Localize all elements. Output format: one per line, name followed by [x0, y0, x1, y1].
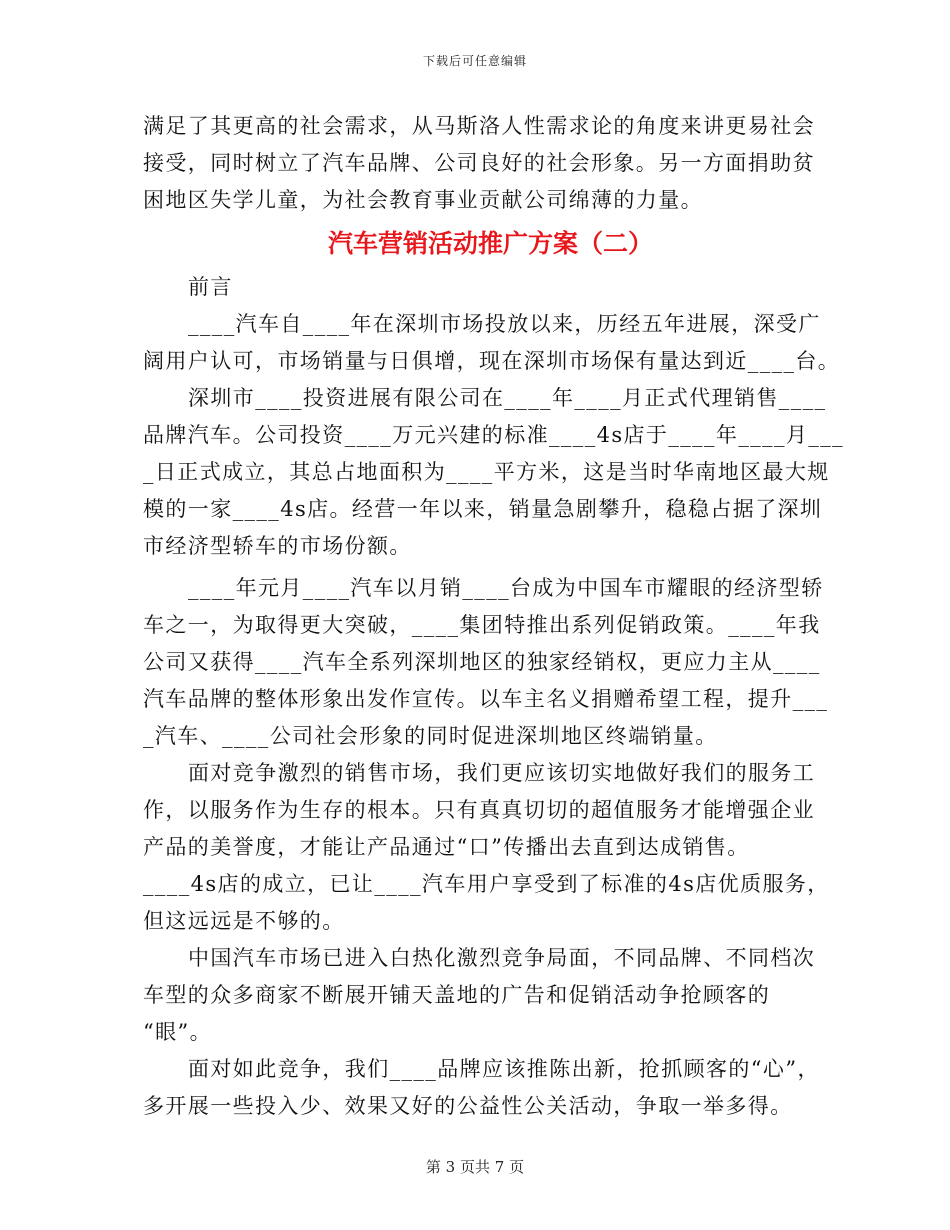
- intro-line: 接受，同时树立了汽车品牌、公司良好的社会形象。另一方面捐助贫: [143, 151, 815, 175]
- paragraph-line: 模的一家____4s店。经营一年以来，销量急剧攀升，稳稳占据了深圳: [143, 497, 823, 521]
- paragraph-line: _日正式成立，其总占地面积为____平方米，这是当时华南地区最大规: [143, 460, 830, 484]
- paragraph-line: ____4s店的成立，已让____汽车用户享受到了标准的4s店优质服务，: [143, 872, 830, 896]
- paragraph-line: 车型的众多商家不断展开铺天盖地的广告和促销活动争抢顾客的: [143, 983, 771, 1007]
- paragraph-line: 多开展一些投入少、效果又好的公益性公关活动，争取一举多得。: [143, 1094, 793, 1118]
- paragraph-line: 面对如此竞争，我们____品牌应该推陈出新，抢抓顾客的“心”，: [188, 1057, 820, 1081]
- paragraph-line: _汽车、____公司社会形象的同时促进深圳地区终端销量。: [143, 724, 718, 748]
- document-body: [143, 108, 845, 1125]
- paragraph-line: 深圳市____投资进展有限公司在____年____月正式代理销售____: [188, 386, 827, 410]
- paragraph-line: 品牌汽车。公司投资____万元兴建的标准____4s店于____年____月___: [143, 423, 845, 447]
- preface-heading: 前言: [188, 275, 233, 299]
- paragraph-line: 阔用户认可，市场销量与日俱增，现在深圳市场保有量达到近____台。: [143, 349, 841, 373]
- page-number: 第 3 页共 7 页: [425, 1158, 525, 1176]
- paragraph-line: 汽车品牌的整体形象出发作宣传。以车主名义捐赠希望工程，提升___: [143, 687, 829, 711]
- paragraph-line: 面对竞争激烈的销售市场，我们更应该切实地做好我们的服务工: [188, 761, 816, 785]
- paragraph-line: ____年元月____汽车以月销____台成为中国车市耀眼的经济型轿: [188, 576, 824, 600]
- section-title: 汽车营销活动推广方案（二）: [327, 229, 653, 258]
- paragraph-line: 车之一，为取得更大突破，____集团特推出系列促销政策。____年我: [143, 613, 821, 637]
- paragraph-line: 作，以服务作为生存的根本。只有真真切切的超值服务才能增强企业: [143, 798, 815, 822]
- paragraph-line: ____汽车自____年在深圳市场投放以来，历经五年进展，深受广: [188, 312, 821, 336]
- paragraph-line: 产品的美誉度，才能让产品通过“口”传播出去直到达成销售。: [143, 835, 750, 859]
- intro-line: 困地区失学儿童，为社会教育事业贡献公司绵薄的力量。: [143, 188, 703, 212]
- paragraph-line: 公司又获得____汽车全系列深圳地区的独家经销权，更应力主从____: [143, 650, 821, 674]
- paragraph-line: 市经济型轿车的市场份额。: [143, 534, 412, 558]
- paragraph-line: “眼”。: [143, 1020, 213, 1044]
- page-header: 下载后可任意编辑: [422, 54, 527, 68]
- intro-line: 满足了其更高的社会需求，从马斯洛人性需求论的角度来讲更易社会: [143, 114, 815, 138]
- paragraph-line: 但这远远是不够的。: [143, 909, 345, 933]
- paragraph-line: 中国汽车市场已进入白热化激烈竞争局面，不同品牌、不同档次: [188, 946, 816, 970]
